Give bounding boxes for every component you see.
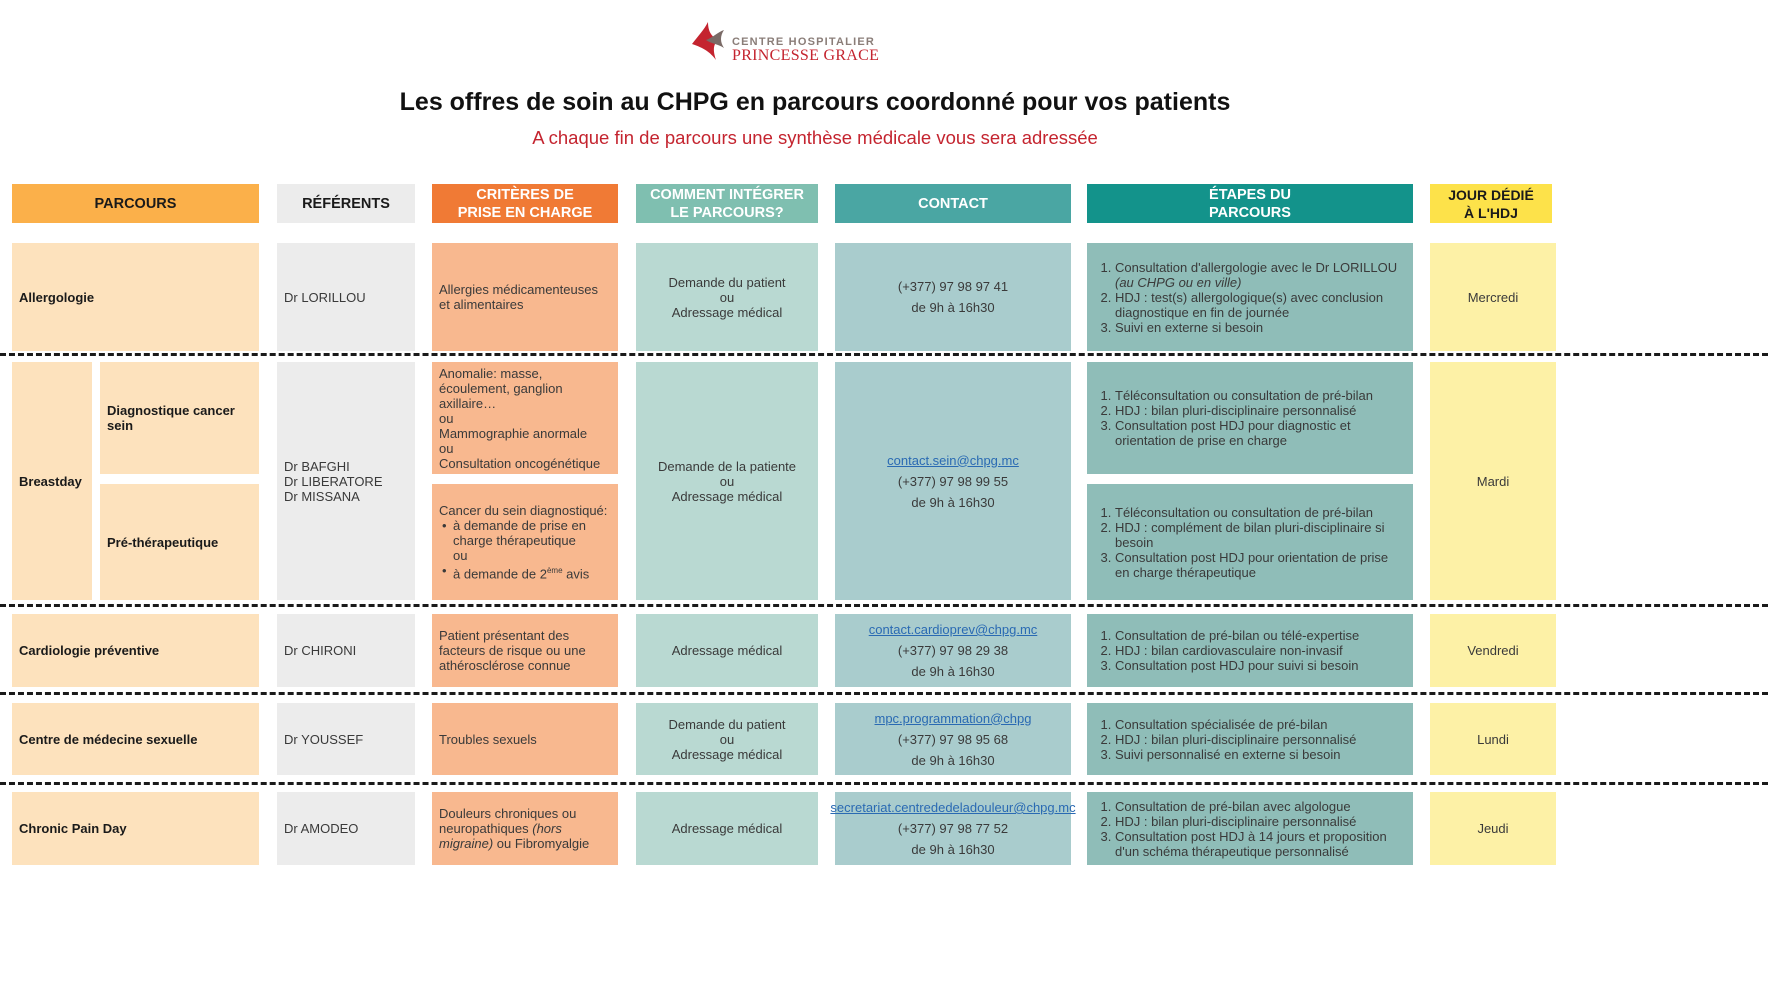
row-breastday-comment: Demande de la patiente ou Adressage médical [636, 362, 818, 600]
chpg-logo-mark-icon [686, 18, 730, 64]
cardiologie-email-link[interactable]: contact.cardioprev@chpg.mc [868, 622, 1038, 637]
step-item: 1. Téléconsultation ou consultation de pré-bilan [1115, 388, 1406, 403]
row-allergologie-jour: Mercredi [1430, 243, 1556, 351]
row-breastday-parcours: Breastday [12, 362, 92, 600]
header-contact: CONTACT [835, 184, 1071, 223]
header-parcours: PARCOURS [12, 184, 259, 223]
row-allergologie-parcours: Allergologie [12, 243, 259, 351]
sexuelle-hours: de 9h à 16h30 [911, 752, 995, 768]
allergologie-hours: de 9h à 16h30 [911, 300, 995, 315]
row-sexuelle-criteres: Troubles sexuels [432, 703, 618, 775]
row-pain-contact [830, 792, 1076, 865]
row-breastday-referents: Dr BAFGHI Dr LIBERATORE Dr MISSANA [277, 362, 415, 600]
row-sexuelle-comment: Demande du patient ou Adressage médical [636, 703, 818, 775]
pain-email-link[interactable]: secretariat.centrededeladouleur@chpg.mc [830, 800, 1076, 815]
step-item: 3. Consultation post HDJ pour orientation de prise en charge thérapeutique [1115, 550, 1406, 580]
step-item: 1. Consultation de pré-bilan ou télé-expertise [1115, 628, 1359, 643]
row-sexuelle-parcours: Centre de médecine sexuelle [12, 703, 259, 775]
row-cardiologie-etapes [1087, 614, 1413, 687]
row-cardiologie-comment: Adressage médical [636, 614, 818, 687]
step-item: 3. Suivi personnalisé en externe si besoin [1115, 747, 1356, 762]
criteria-bullet: • à demande de prise en charge thérapeutique [453, 518, 611, 548]
pain-phone: (+377) 97 98 77 52 [897, 821, 1009, 836]
row-cardiologie-parcours: Cardiologie préventive [12, 614, 259, 687]
breastday-phone: (+377) 97 98 99 55 [897, 473, 1009, 489]
step-item: 3. Suivi en externe si besoin [1115, 320, 1406, 335]
row-pain-criteres: Douleurs chroniques ou neuropathiques (hors migraine) ou Fibromyalgie [432, 792, 618, 865]
row-pain-comment: Adressage médical [636, 792, 818, 865]
chpg-logo [686, 18, 886, 66]
row-divider [0, 604, 1768, 607]
header-etapes: ÉTAPES DU PARCOURS [1087, 184, 1413, 223]
row-divider [0, 692, 1768, 695]
row-sexuelle-etapes [1087, 703, 1413, 775]
header-jour: JOUR DÉDIÉ À L'HDJ [1430, 184, 1552, 223]
row-cardiologie-criteres: Patient présentant des facteurs de risque ou une athérosclérose connue [432, 614, 618, 687]
page-subtitle: A chaque fin de parcours une synthèse médicale vous sera adressée [532, 127, 1098, 148]
row-divider [0, 782, 1768, 785]
breastday-email-link[interactable]: contact.sein@chpg.mc [887, 452, 1019, 468]
header-referents: RÉFÉRENTS [277, 184, 415, 223]
step-item: 1. Téléconsultation ou consultation de pré-bilan [1115, 505, 1406, 520]
logo-line2: PRINCESSE GRACE [732, 47, 880, 64]
cardiologie-hours: de 9h à 16h30 [911, 664, 995, 679]
sexuelle-phone: (+377) 97 98 95 68 [897, 731, 1009, 747]
row-sexuelle-referent: Dr YOUSSEF [277, 703, 415, 775]
cardiologie-phone: (+377) 97 98 29 38 [897, 643, 1009, 658]
row-pain-referent: Dr AMODEO [277, 792, 415, 865]
step-item: 2. HDJ : test(s) allergologique(s) avec conclusion diagnostique en fin de journée [1115, 290, 1406, 320]
logo-line1: CENTRE HOSPITALIER [732, 36, 876, 48]
header-comment: COMMENT INTÉGRER LE PARCOURS? [636, 184, 818, 223]
step-item: 1. Consultation spécialisée de pré-bilan [1115, 717, 1356, 732]
row-sexuelle-contact [835, 703, 1071, 775]
step-item: 2. HDJ : bilan cardiovasculaire non-invasif [1115, 643, 1359, 658]
page-title: Les offres de soin au CHPG en parcours coordonné pour vos patients [399, 88, 1231, 116]
row-pain-parcours: Chronic Pain Day [12, 792, 259, 865]
step-item: 2. HDJ : bilan pluri-disciplinaire personnalisé [1115, 403, 1406, 418]
row-breastday-criteres-pretherapeutique: Cancer du sein diagnostiqué: • à demande de prise en charge thérapeutique ou • à demande de 2ème avis [432, 484, 618, 600]
breastday-hours: de 9h à 16h30 [911, 494, 995, 510]
row-breastday-jour: Mardi [1430, 362, 1556, 600]
row-pain-etapes [1087, 792, 1413, 865]
step-item: 1. Consultation de pré-bilan avec algologue [1115, 799, 1406, 814]
header-criteres: CRITÈRES DE PRISE EN CHARGE [432, 184, 618, 223]
step-item: 1. Consultation d'allergologie avec le Dr LORILLOU (au CHPG ou en ville) [1115, 260, 1406, 290]
row-allergologie-referent: Dr LORILLOU [277, 243, 415, 351]
allergologie-phone: (+377) 97 98 97 41 [897, 279, 1009, 294]
criteria-bullet: • à demande de 2ème avis [453, 563, 611, 581]
step-item: 3. Consultation post HDJ pour suivi si besoin [1115, 658, 1359, 673]
row-breastday-etapes-pretherapeutique [1087, 484, 1413, 600]
pain-hours: de 9h à 16h30 [911, 842, 995, 857]
sexuelle-email-link[interactable]: mpc.programmation@chpg [874, 710, 1032, 726]
row-cardiologie-referent: Dr CHIRONI [277, 614, 415, 687]
row-allergologie-comment: Demande du patient ou Adressage médical [636, 243, 818, 351]
row-cardiologie-jour: Vendredi [1430, 614, 1556, 687]
step-item: 2. HDJ : complément de bilan pluri-disciplinaire si besoin [1115, 520, 1406, 550]
step-item: 2. HDJ : bilan pluri-disciplinaire personnalisé [1115, 732, 1356, 747]
row-allergologie-etapes [1087, 243, 1413, 351]
step-item: 2. HDJ : bilan pluri-disciplinaire personnalisé [1115, 814, 1406, 829]
row-breastday-etapes-diagnostique [1087, 362, 1413, 474]
row-divider [0, 353, 1768, 356]
row-breastday-criteres-diagnostique: Anomalie: masse, écoulement, ganglion axillaire… ou Mammographie anormale ou Consultation oncogénétique [432, 362, 618, 474]
row-breastday-contact [835, 362, 1071, 600]
step-item: 3. Consultation post HDJ pour diagnostic et orientation de prise en charge [1115, 418, 1406, 448]
row-pain-jour: Jeudi [1430, 792, 1556, 865]
row-allergologie-criteres: Allergies médicamenteuses et alimentaires [432, 243, 618, 351]
row-sexuelle-jour: Lundi [1430, 703, 1556, 775]
step-item: 3. Consultation post HDJ à 14 jours et proposition d'un schéma thérapeutique personnalisé [1115, 829, 1406, 859]
row-allergologie-contact [835, 243, 1071, 351]
row-breastday-sub-diagnostique: Diagnostique cancer sein [100, 362, 259, 474]
row-breastday-sub-pretherapeutique: Pré-thérapeutique [100, 484, 259, 600]
row-cardiologie-contact [835, 614, 1071, 687]
